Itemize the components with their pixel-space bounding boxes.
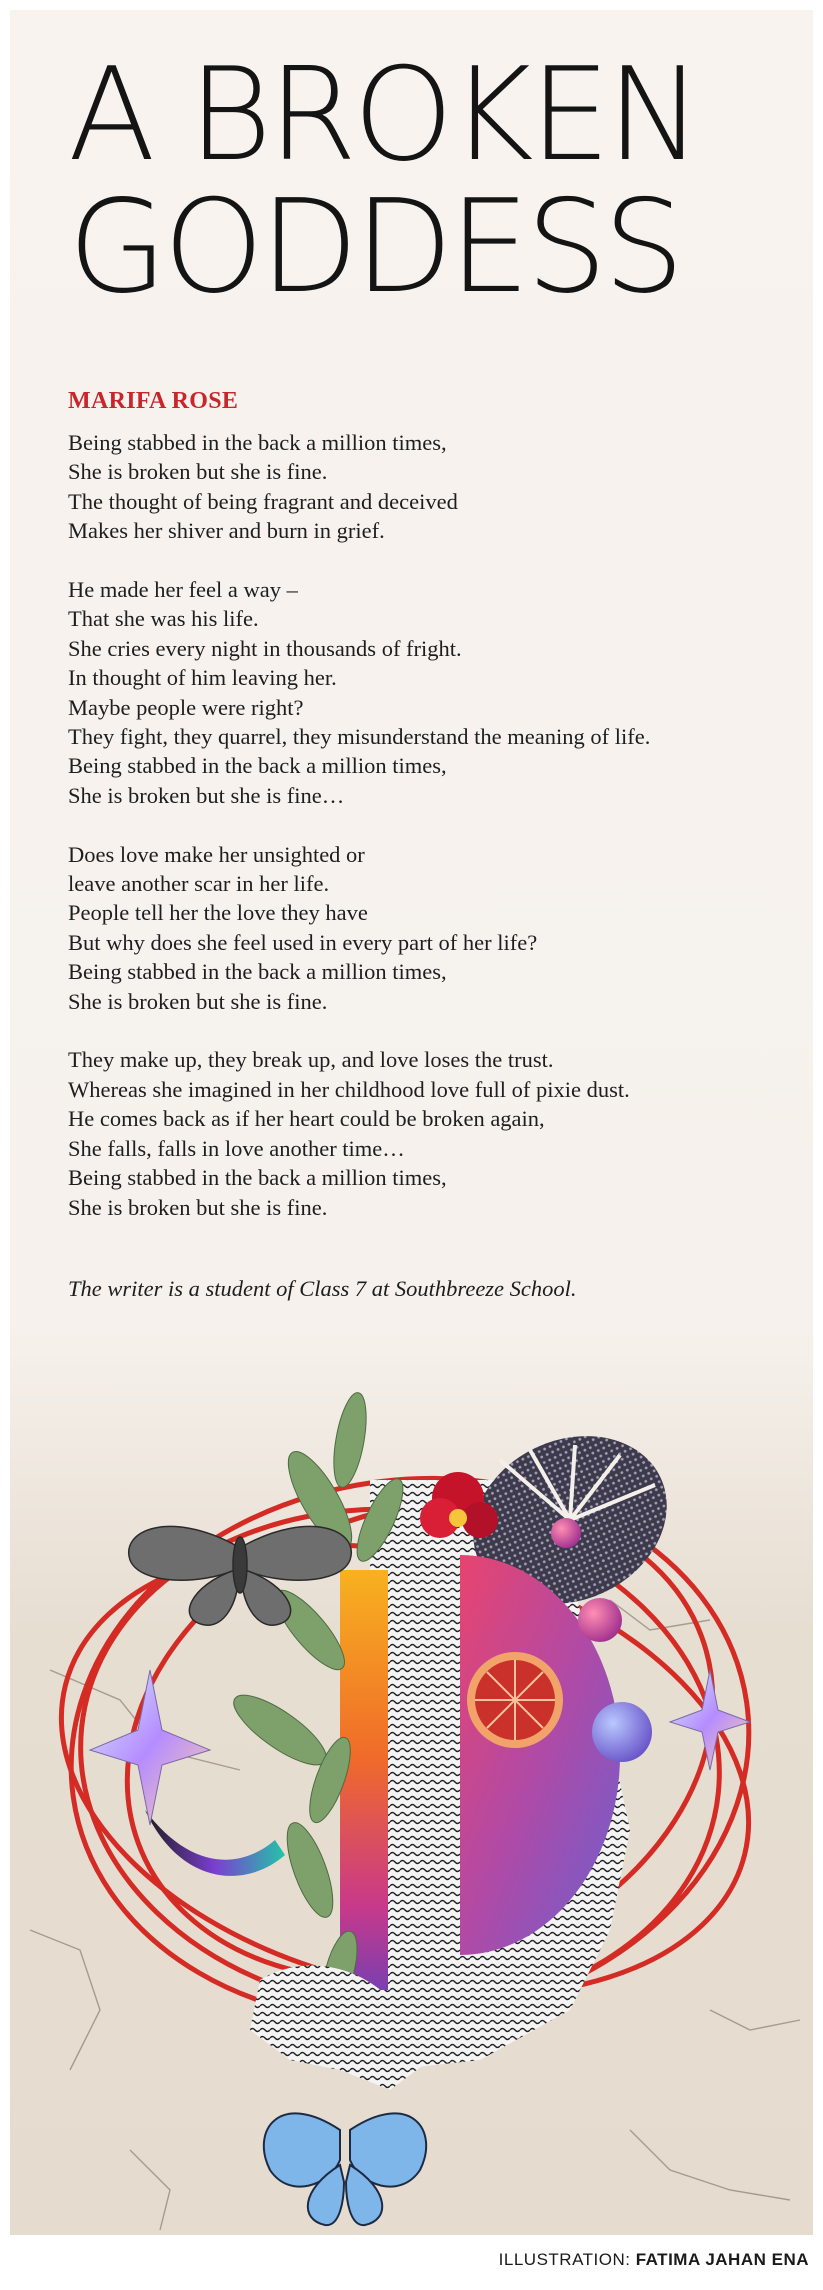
- poem-line: Being stabbed in the back a million times,: [68, 430, 447, 455]
- poem-line: They make up, they break up, and love loses the trust.: [68, 1047, 554, 1073]
- sparkle-star-left-icon: [90, 1670, 210, 1825]
- poem-stanza-1: [68, 428, 808, 546]
- orb-blue: [592, 1702, 652, 1762]
- poem-line: That she was his life.: [68, 606, 259, 632]
- poem-line: In thought of him leaving her.: [68, 665, 337, 691]
- poem-line: She is broken but she is fine.: [68, 1194, 328, 1220]
- poem-stanza-3: [68, 840, 808, 1016]
- horn-icon: [145, 1810, 285, 1876]
- poem-line: But why does she feel used in every part of her life?: [68, 929, 538, 955]
- page-title: [68, 41, 788, 322]
- poem-line: She cries every night in thousands of fright.: [68, 635, 462, 661]
- poem-line: He comes back as if her heart could be broken again,: [68, 1106, 545, 1132]
- orb-small: [551, 1518, 581, 1548]
- poem-line: She is broken but she is fine.: [68, 988, 328, 1014]
- credit-label: ILLUSTRATION:: [498, 2250, 631, 2269]
- credit-name: FATIMA JAHAN ENA: [635, 2250, 809, 2269]
- collage-illustration: [10, 1370, 813, 2235]
- poem-line: He made her feel a way –: [68, 577, 298, 603]
- poem-line: Being stabbed in the back a million times,: [68, 959, 447, 985]
- poem-line: Does love make her unsighted or: [68, 841, 365, 867]
- poem-stanza-4: [68, 1045, 808, 1221]
- illustration-credit: [499, 2250, 809, 2270]
- poem-line: They fight, they quarrel, they misunderstand the meaning of life.: [68, 724, 651, 750]
- poem-line: Makes her shiver and burn in grief.: [68, 518, 385, 544]
- title-line-1: A BROKEN: [68, 41, 699, 190]
- poem-line: She is broken but she is fine…: [68, 782, 345, 808]
- writer-note: The writer is a student of Class 7 at Southbreeze School.: [68, 1276, 577, 1301]
- poem-body: [68, 428, 808, 1251]
- author-byline: MARIFA ROSE: [68, 388, 239, 414]
- moth-icon: [129, 1526, 352, 1625]
- poem-stanza-2: [68, 575, 808, 810]
- poem-line: She is broken but she is fine.: [68, 459, 328, 485]
- poem-line: Whereas she imagined in her childhood love full of pixie dust.: [68, 1076, 630, 1102]
- poem-line: Maybe people were right?: [68, 694, 304, 720]
- poem-line: She falls, falls in love another time…: [68, 1135, 405, 1161]
- grapefruit-slice-icon: [467, 1652, 563, 1748]
- blue-butterfly-icon: [264, 2113, 426, 2225]
- poem-line: Being stabbed in the back a million times,: [68, 1165, 447, 1191]
- gradient-strip: [340, 1570, 388, 1990]
- article-panel: [10, 10, 813, 2235]
- orb-pink: [578, 1598, 622, 1642]
- poem-line: leave another scar in her life.: [68, 871, 330, 897]
- poem-line: The thought of being fragrant and deceived: [68, 488, 458, 514]
- poem-line: People tell her the love they have: [68, 900, 368, 926]
- poem-line: Being stabbed in the back a million times,: [68, 753, 447, 779]
- title-line-2: GODDESS: [68, 173, 681, 322]
